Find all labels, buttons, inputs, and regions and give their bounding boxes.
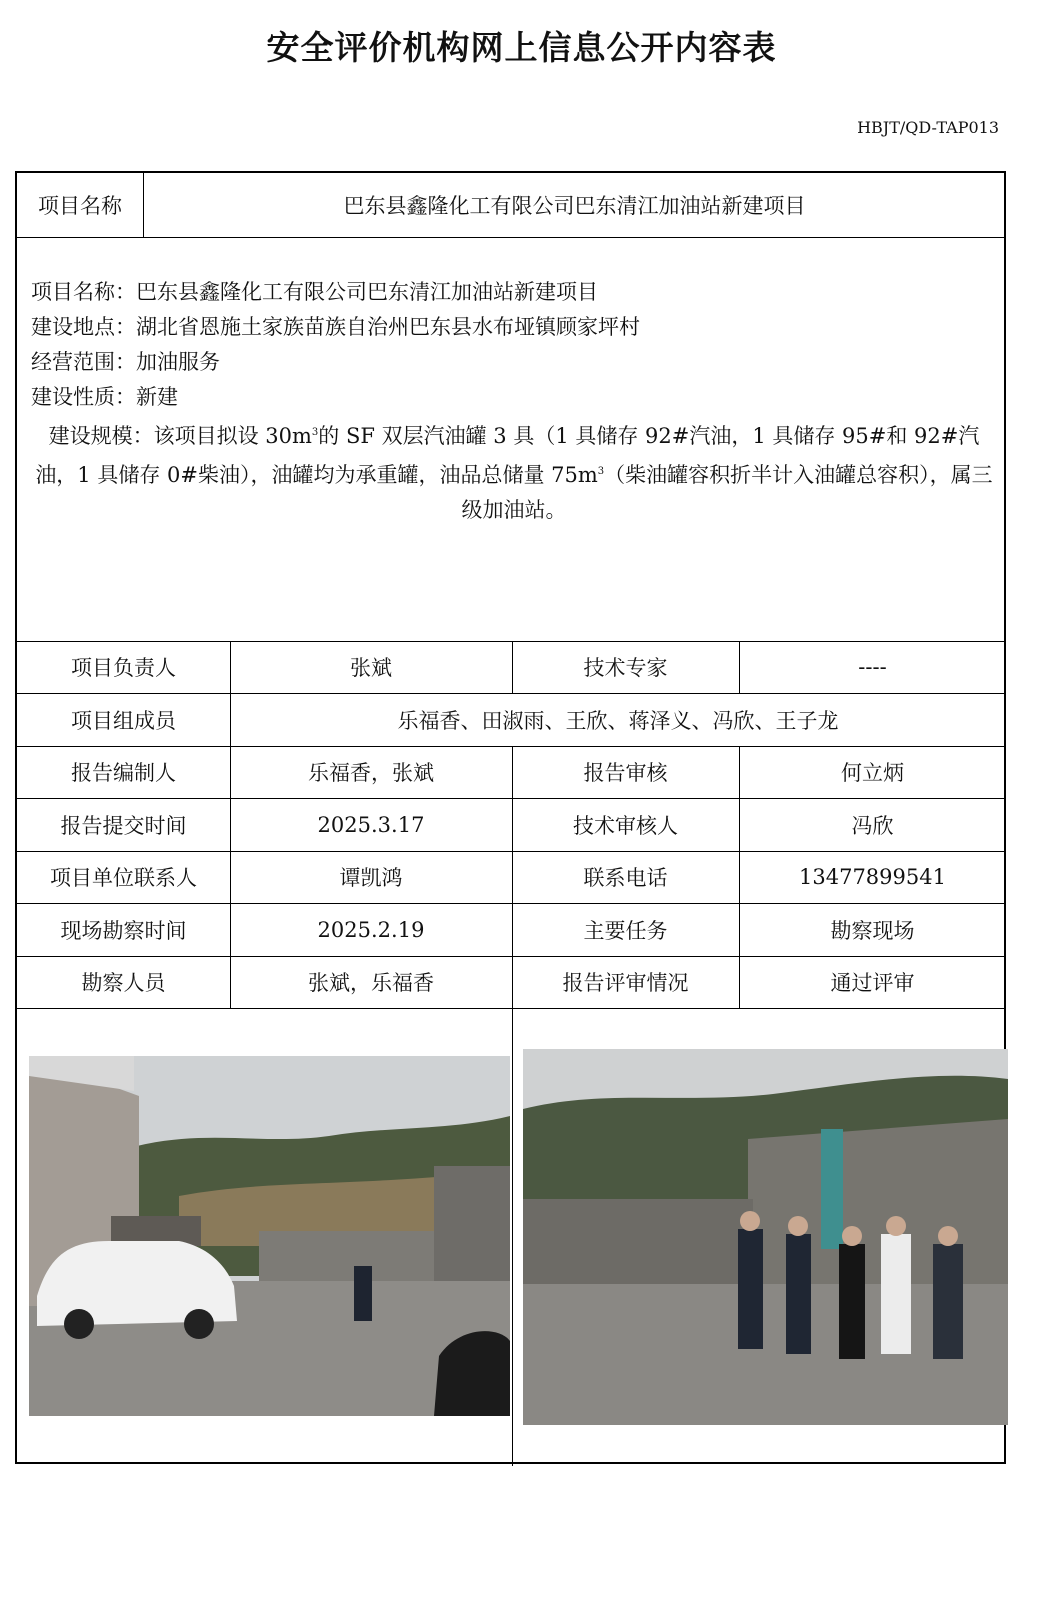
main-task-value: 勘察现场 xyxy=(830,918,915,943)
submit-date-label: 报告提交时间 xyxy=(60,813,187,838)
tech-expert-value: ---- xyxy=(858,655,887,679)
surveyors-label: 勘察人员 xyxy=(81,971,166,995)
report-author-value: 乐福香，张斌 xyxy=(308,761,434,785)
project-description xyxy=(31,275,993,528)
tech-expert-label: 技术专家 xyxy=(583,656,668,680)
desc-scale: 建设规模：该项目拟设 $30m^3$的 SF 双层汽油罐 3 具（1 具储存 92#汽油，1 具储存 95#和 92#汽油，1 具储存 0#柴油），油罐均为承重罐，油品总储量 $75m^3$（柴油罐容积折半计入油罐总容积），属三级加油站。 xyxy=(35,424,993,522)
contact-person-value: 谭凯鸿 xyxy=(339,866,403,890)
site-photo-right xyxy=(523,1049,1008,1425)
project-lead-value: 张斌 xyxy=(350,656,392,680)
desc-scope: 经营范围：加油服务 xyxy=(31,350,220,374)
survey-date-value: 2025.2.19 xyxy=(317,917,425,942)
group-photo-icon xyxy=(523,1049,1008,1425)
project-name-value: 巴东县鑫隆化工有限公司巴东清江加油站新建项目 xyxy=(343,194,806,218)
main-task-label: 主要任务 xyxy=(583,918,668,943)
desc-site: 建设地点：湖北省恩施土家族苗族自治州巴东县水布垭镇顾家坪村 xyxy=(31,315,640,339)
phone-value: 13477899541 xyxy=(799,865,946,889)
page-title: 安全评价机构网上信息公开内容表 xyxy=(266,28,777,67)
desc-name: 项目名称：巴东县鑫隆化工有限公司巴东清江加油站新建项目 xyxy=(31,280,598,304)
contact-person-label: 项目单位联系人 xyxy=(50,866,197,890)
report-review-label: 报告审核 xyxy=(583,761,668,785)
review-status-value: 通过评审 xyxy=(830,971,915,995)
tech-reviewer-label: 技术审核人 xyxy=(573,813,678,838)
surveyors-value: 张斌，乐福香 xyxy=(308,971,434,995)
team-members-label: 项目组成员 xyxy=(71,708,176,733)
project-name-label: 项目名称 xyxy=(38,194,122,218)
team-members-value: 乐福香、田淑雨、王欣、蒋泽义、冯欣、王子龙 xyxy=(397,708,839,733)
review-status-label: 报告评审情况 xyxy=(562,971,689,995)
report-author-label: 报告编制人 xyxy=(71,761,176,785)
report-review-value: 何立炳 xyxy=(841,761,904,785)
site-photo-icon xyxy=(29,1056,510,1416)
site-photo-left xyxy=(29,1056,510,1416)
phone-label: 联系电话 xyxy=(583,866,668,890)
document-code: HBJT/QD-TAP013 xyxy=(857,118,999,137)
info-table xyxy=(15,171,1006,1464)
desc-nature: 建设性质：新建 xyxy=(31,385,178,409)
project-lead-label: 项目负责人 xyxy=(71,656,176,680)
submit-date-value: 2025.3.17 xyxy=(317,812,425,837)
survey-date-label: 现场勘察时间 xyxy=(60,918,187,943)
tech-reviewer-value: 冯欣 xyxy=(851,813,894,838)
